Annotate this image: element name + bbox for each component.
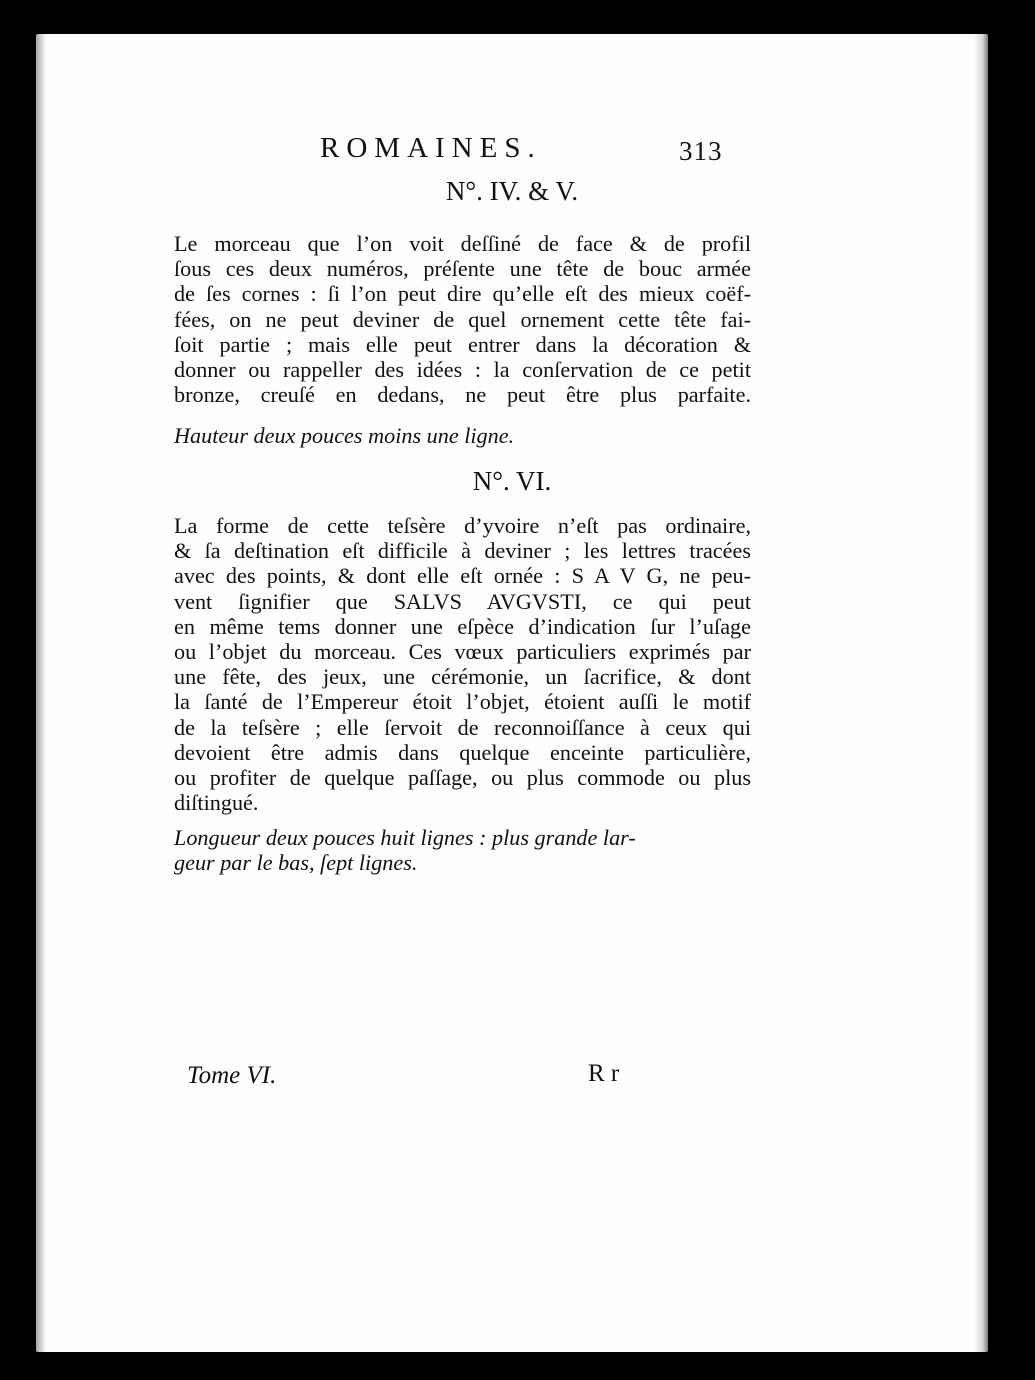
- paragraph-line: bronze, creuſé en dedans, ne peut être plus parfaite.: [174, 382, 751, 408]
- paragraph-line: donner ou rappeller des idées : la conſervation de ce petit: [174, 357, 751, 383]
- paragraph-line: & ſa deſtination eſt difficile à deviner ; les lettres tracées: [174, 538, 751, 564]
- paragraph-line: ou l’objet du morceau. Ces vœux particuliers exprimés par: [174, 639, 751, 665]
- paragraph-line: Le morceau que l’on voit deſſiné de face & de profil: [174, 231, 751, 256]
- paragraph-line: de ſes cornes : ſi l’on peut dire qu’elle eſt des mieux coëf-: [174, 281, 751, 307]
- paragraph-line: ſoit partie ; mais elle peut entrer dans la décoration &: [174, 331, 751, 357]
- paragraph-line: fées, on ne peut deviner de quel ornement cette tête fai-: [174, 306, 751, 332]
- paragraph-line: avec des points, & dont elle eſt ornée : S A V G, ne peu-: [174, 563, 751, 589]
- paragraph-line: la ſanté de l’Empereur étoit l’objet, étoient auſſi le motif: [174, 689, 751, 715]
- paragraph-vi: [174, 513, 751, 815]
- section-heading-vi: N°. VI.: [472, 466, 552, 496]
- running-head: ROMAINES.: [320, 132, 542, 164]
- paragraph-line: de la teſsère ; elle ſervoit de reconnoiſſance à ceux qui: [174, 714, 751, 740]
- dimensions-line: Longueur deux pouces huit lignes : plus grande lar-: [174, 825, 636, 850]
- page-number: 313: [679, 136, 723, 166]
- book-page: [36, 34, 988, 1352]
- paragraph-line: ou profiter de quelque paſſage, ou plus commode ou plus: [174, 765, 751, 791]
- paragraph-line: une fête, des jeux, une cérémonie, un ſacrifice, & dont: [174, 664, 751, 690]
- paragraph-iv-v: [174, 231, 751, 407]
- dimensions-vi: [174, 825, 751, 875]
- volume-signature: Tome VI.: [187, 1062, 277, 1089]
- dimensions-iv-v: Hauteur deux pouces moins une ligne.: [174, 423, 515, 448]
- dimensions-line: geur par le bas, ſept lignes.: [174, 850, 418, 876]
- paragraph-line: devoient être admis dans quelque enceinte particulière,: [174, 739, 751, 765]
- page-left-edge: [36, 34, 46, 1352]
- section-heading-iv-v: N°. IV. & V.: [445, 176, 579, 206]
- page-gutter-shadow: [974, 34, 988, 1352]
- paragraph-line: en même tems donner une eſpèce d’indication ſur l’uſage: [174, 613, 751, 639]
- paragraph-line: ſous ces deux numéros, préſente une tête de bouc armée: [174, 256, 751, 282]
- gathering-signature: R r: [588, 1060, 620, 1087]
- paragraph-line: La forme de cette teſsère d’yvoire n’eſt pas ordinaire,: [174, 513, 751, 538]
- paragraph-line: diſtingué.: [174, 790, 259, 816]
- paragraph-line: vent ſignifier que SALVS AVGVSTI, ce qui peut: [174, 588, 751, 614]
